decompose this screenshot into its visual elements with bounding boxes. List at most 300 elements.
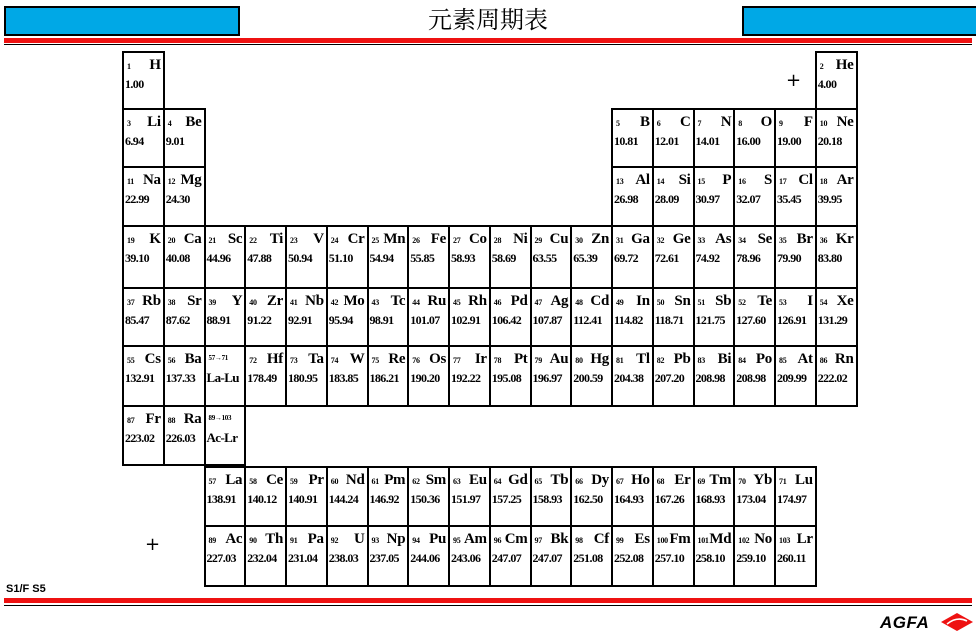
element-cell xyxy=(367,525,410,587)
atomic-mass: 112.41 xyxy=(573,313,602,327)
element-symbol: Ba xyxy=(184,351,202,367)
atomic-mass: 227.03 xyxy=(206,551,236,565)
element-symbol: Zr xyxy=(266,293,283,309)
atomic-mass: 9.01 xyxy=(165,134,185,148)
element-cell xyxy=(448,525,491,587)
element-cell xyxy=(774,525,817,587)
element-cell xyxy=(733,108,776,168)
element-symbol: V xyxy=(313,231,324,247)
element-symbol: Lr xyxy=(796,531,813,547)
atomic-number: 61 xyxy=(371,477,379,486)
atomic-mass: 186.21 xyxy=(369,371,399,385)
atomic-number: 33 xyxy=(697,236,705,245)
element-symbol: Fe xyxy=(430,231,446,247)
atomic-number: 60 xyxy=(330,477,339,486)
atomic-mass: 252.08 xyxy=(614,551,644,565)
element-cell xyxy=(815,225,858,289)
slide-code: S1/F S5 xyxy=(6,583,46,595)
atomic-mass: 107.87 xyxy=(532,313,562,327)
element-cell xyxy=(407,345,450,407)
element-cell xyxy=(611,525,654,587)
atomic-number: 9 xyxy=(779,119,783,128)
atomic-mass: 91.22 xyxy=(247,313,272,327)
atomic-mass: 232.04 xyxy=(247,551,277,565)
element-symbol: Th xyxy=(265,531,283,547)
atomic-mass: 19.00 xyxy=(777,134,802,148)
element-cell xyxy=(530,225,573,289)
element-cell xyxy=(693,166,736,227)
atomic-number: 84 xyxy=(738,356,746,365)
atomic-number: 53 xyxy=(779,298,787,307)
element-symbol: In xyxy=(636,293,650,309)
element-symbol: Tc xyxy=(390,293,406,309)
element-symbol: Bi xyxy=(717,351,732,367)
element-symbol: Rn xyxy=(834,351,854,367)
element-symbol: Br xyxy=(796,231,813,247)
atomic-mass: 178.49 xyxy=(247,371,277,385)
element-cell xyxy=(407,466,450,527)
atomic-mass: 137.33 xyxy=(165,371,196,385)
atomic-number: 29 xyxy=(534,236,542,245)
element-cell xyxy=(611,466,654,527)
atomic-mass: 32.07 xyxy=(736,192,761,206)
element-cell xyxy=(204,287,247,347)
element-symbol: Tb xyxy=(550,472,569,488)
element-cell xyxy=(570,345,613,407)
element-symbol: Cl xyxy=(798,172,813,188)
element-symbol: Np xyxy=(386,531,406,547)
element-symbol: Rb xyxy=(142,293,161,309)
atomic-mass: 51.10 xyxy=(328,251,353,265)
plus-mark-bottom: + xyxy=(145,534,161,555)
element-cell xyxy=(122,225,165,289)
atomic-number: 66 xyxy=(575,477,583,486)
element-symbol: Pm xyxy=(384,472,406,488)
element-symbol: Co xyxy=(469,231,487,247)
element-symbol: Pu xyxy=(429,531,446,547)
atomic-mass: 79.90 xyxy=(777,251,802,265)
atomic-mass: 146.92 xyxy=(369,492,399,506)
element-cell xyxy=(774,166,817,227)
atomic-mass: 92.91 xyxy=(288,313,313,327)
element-symbol: Gd xyxy=(508,472,528,488)
element-cell xyxy=(733,345,776,407)
atomic-mass: 260.11 xyxy=(777,551,806,565)
element-cell xyxy=(774,466,817,527)
atomic-number: 8 xyxy=(738,119,742,128)
element-cell xyxy=(326,287,369,347)
element-symbol: Pd xyxy=(510,293,528,309)
element-symbol: C xyxy=(679,114,691,130)
atomic-mass: 162.50 xyxy=(573,492,603,506)
atomic-number: 45 xyxy=(453,298,461,307)
element-symbol: H xyxy=(149,57,161,73)
atomic-number: 25 xyxy=(371,236,379,245)
element-cell xyxy=(285,225,328,289)
atomic-number: 15 xyxy=(697,177,705,186)
atomic-number: 16 xyxy=(738,177,746,186)
atomic-mass: 101.07 xyxy=(410,313,440,327)
element-cell xyxy=(530,287,573,347)
element-symbol: N xyxy=(720,114,732,130)
element-cell xyxy=(326,525,369,587)
element-symbol: He xyxy=(835,57,854,73)
atomic-mass: 259.10 xyxy=(736,551,766,565)
element-symbol: O xyxy=(760,114,772,130)
atomic-mass: 140.91 xyxy=(288,492,318,506)
element-cell xyxy=(815,51,858,110)
atomic-mass: 24.30 xyxy=(165,192,190,206)
atomic-mass: 251.08 xyxy=(573,551,603,565)
atomic-mass: 114.82 xyxy=(614,313,643,327)
element-cell xyxy=(448,287,491,347)
element-symbol: Pt xyxy=(513,351,528,367)
element-symbol: Ho xyxy=(631,472,650,488)
series-range: 57→71 xyxy=(208,354,229,362)
atomic-mass: 247.07 xyxy=(491,551,522,565)
element-symbol: Pb xyxy=(673,351,691,367)
series-placeholder-cell xyxy=(204,405,247,466)
atomic-number: 90 xyxy=(249,536,257,545)
atomic-number: 79 xyxy=(534,356,542,365)
atomic-mass: 258.10 xyxy=(695,551,725,565)
atomic-number: 20 xyxy=(167,236,176,245)
element-cell xyxy=(204,225,247,289)
atomic-mass: 39.10 xyxy=(125,251,150,265)
atomic-number: 38 xyxy=(167,298,176,307)
atomic-mass: 4.00 xyxy=(817,77,837,91)
element-symbol: Hf xyxy=(266,351,283,367)
element-cell xyxy=(611,225,654,289)
atomic-number: 68 xyxy=(656,477,665,486)
atomic-number: 42 xyxy=(330,298,339,307)
element-cell xyxy=(570,287,613,347)
element-symbol: Tm xyxy=(709,472,732,488)
atomic-number: 5 xyxy=(616,119,620,128)
atomic-number: 31 xyxy=(616,236,624,245)
atomic-mass: 150.36 xyxy=(410,492,440,506)
element-symbol: Ni xyxy=(513,231,528,247)
atomic-number: 47 xyxy=(534,298,542,307)
atomic-mass: 55.85 xyxy=(410,251,435,265)
element-cell xyxy=(652,466,695,527)
atomic-number: 4 xyxy=(167,119,172,128)
element-symbol: Nb xyxy=(305,293,324,309)
atomic-mass: 204.38 xyxy=(614,371,644,385)
atomic-number: 41 xyxy=(290,298,298,307)
element-symbol: Am xyxy=(464,531,487,547)
element-cell xyxy=(244,287,287,347)
element-cell xyxy=(489,345,532,407)
element-cell xyxy=(367,345,410,407)
element-cell xyxy=(774,108,817,168)
element-cell xyxy=(448,345,491,407)
atomic-mass: 226.03 xyxy=(165,431,196,445)
atomic-number: 82 xyxy=(656,356,665,365)
atomic-number: 24 xyxy=(330,236,339,245)
atomic-mass: 35.45 xyxy=(777,192,802,206)
atomic-number: 78 xyxy=(493,356,502,365)
plus-mark-top: + xyxy=(786,70,802,91)
atomic-mass: 192.22 xyxy=(451,371,481,385)
element-cell xyxy=(774,225,817,289)
element-cell xyxy=(367,466,410,527)
element-cell xyxy=(774,287,817,347)
atomic-number: 11 xyxy=(127,177,134,186)
atomic-number: 7 xyxy=(697,119,702,128)
element-symbol: Hg xyxy=(590,351,609,367)
atomic-mass: 127.60 xyxy=(736,313,766,327)
element-cell xyxy=(285,466,328,527)
element-symbol: Be xyxy=(185,114,202,130)
atomic-mass: 87.62 xyxy=(165,313,190,327)
element-symbol: Ne xyxy=(836,114,854,130)
element-cell xyxy=(489,525,532,587)
atomic-number: 17 xyxy=(779,177,787,186)
element-symbol: Al xyxy=(635,172,650,188)
atomic-mass: 78.96 xyxy=(736,251,761,265)
atomic-number: 80 xyxy=(575,356,583,365)
element-cell xyxy=(693,466,736,527)
footer-red-rule xyxy=(4,598,972,603)
element-symbol: Si xyxy=(678,172,691,188)
atomic-number: 103 xyxy=(779,536,791,545)
atomic-mass: 257.10 xyxy=(654,551,685,565)
element-symbol: Nd xyxy=(345,472,365,488)
element-symbol: Li xyxy=(147,114,161,130)
atomic-mass: 39.95 xyxy=(817,192,842,206)
atomic-mass: 151.97 xyxy=(451,492,481,506)
element-cell xyxy=(367,287,410,347)
atomic-number: 73 xyxy=(290,356,298,365)
atomic-number: 67 xyxy=(616,477,624,486)
element-cell xyxy=(163,166,206,227)
element-symbol: Sr xyxy=(187,293,202,309)
atomic-number: 48 xyxy=(575,298,583,307)
atomic-number: 74 xyxy=(330,356,339,365)
atomic-mass: 173.04 xyxy=(736,492,766,506)
atomic-number: 10 xyxy=(819,119,828,128)
atomic-number: 54 xyxy=(819,298,828,307)
element-symbol: Se xyxy=(757,231,772,247)
atomic-number: 43 xyxy=(371,298,379,307)
atomic-number: 39 xyxy=(208,298,216,307)
atomic-number: 57 xyxy=(208,477,216,486)
atomic-number: 58 xyxy=(249,477,257,486)
element-symbol: Au xyxy=(549,351,569,367)
series-range: 89→103 xyxy=(208,414,232,422)
element-symbol: Re xyxy=(388,351,406,367)
element-symbol: Eu xyxy=(469,472,487,488)
page-title: 元素周期表 xyxy=(428,6,548,34)
element-symbol: Fr xyxy=(145,411,161,427)
atomic-mass: 140.12 xyxy=(247,492,277,506)
element-symbol: No xyxy=(754,531,772,547)
element-symbol: Zn xyxy=(591,231,609,247)
atomic-mass: 138.91 xyxy=(206,492,236,506)
element-symbol: W xyxy=(349,351,365,367)
element-symbol: Cs xyxy=(144,351,161,367)
atomic-mass: 223.02 xyxy=(125,431,155,445)
atomic-number: 86 xyxy=(819,356,828,365)
element-cell xyxy=(407,525,450,587)
element-cell xyxy=(163,108,206,168)
atomic-mass: 47.88 xyxy=(247,251,272,265)
element-cell xyxy=(244,225,287,289)
element-symbol: Rh xyxy=(468,293,487,309)
element-symbol: Mn xyxy=(383,231,406,247)
atomic-number: 22 xyxy=(249,236,257,245)
footer-black-rule xyxy=(4,605,972,606)
atomic-mass: 158.93 xyxy=(532,492,562,506)
element-symbol: Dy xyxy=(591,472,609,488)
atomic-number: 97 xyxy=(534,536,542,545)
element-cell xyxy=(326,225,369,289)
atomic-mass: 167.26 xyxy=(654,492,685,506)
atomic-number: 28 xyxy=(493,236,502,245)
element-symbol: Mg xyxy=(180,172,202,188)
element-symbol: Ce xyxy=(266,472,283,488)
atomic-mass: 180.95 xyxy=(288,371,318,385)
atomic-mass: 6.94 xyxy=(125,134,144,148)
atomic-number: 83 xyxy=(697,356,705,365)
atomic-mass: 54.94 xyxy=(369,251,394,265)
atomic-mass: 69.72 xyxy=(614,251,639,265)
element-cell xyxy=(326,466,369,527)
element-symbol: Cf xyxy=(593,531,609,547)
atomic-number: 102 xyxy=(738,536,750,545)
atomic-mass: 26.98 xyxy=(614,192,639,206)
atomic-number: 101 xyxy=(697,536,709,545)
atomic-number: 70 xyxy=(738,477,746,486)
atomic-number: 92 xyxy=(330,536,339,545)
atomic-mass: 231.04 xyxy=(288,551,318,565)
element-symbol: Fm xyxy=(669,531,691,547)
atomic-mass: 238.03 xyxy=(328,551,359,565)
atomic-mass: 12.01 xyxy=(654,134,679,148)
atomic-mass: 243.06 xyxy=(451,551,481,565)
element-cell xyxy=(693,225,736,289)
atomic-mass: 207.20 xyxy=(654,371,685,385)
atomic-number: 46 xyxy=(493,298,502,307)
element-cell xyxy=(693,287,736,347)
element-cell xyxy=(733,525,776,587)
atomic-mass: 237.05 xyxy=(369,551,399,565)
element-cell xyxy=(530,525,573,587)
element-symbol: Cd xyxy=(590,293,609,309)
atomic-number: 65 xyxy=(534,477,542,486)
atomic-number: 76 xyxy=(412,356,420,365)
atomic-number: 50 xyxy=(656,298,665,307)
element-symbol: Cm xyxy=(504,531,528,547)
element-cell xyxy=(122,345,165,407)
atomic-mass: 40.08 xyxy=(165,251,190,265)
element-cell xyxy=(204,466,247,527)
element-cell xyxy=(733,166,776,227)
element-symbol: Es xyxy=(634,531,650,547)
atomic-number: 36 xyxy=(819,236,828,245)
element-cell xyxy=(815,108,858,168)
element-cell xyxy=(774,345,817,407)
element-symbol: Sc xyxy=(227,231,243,247)
atomic-number: 63 xyxy=(453,477,461,486)
element-symbol: As xyxy=(715,231,732,247)
atomic-mass: 63.55 xyxy=(532,251,557,265)
atomic-number: 55 xyxy=(127,356,135,365)
element-cell xyxy=(285,525,328,587)
element-cell xyxy=(733,466,776,527)
series-placeholder-cell xyxy=(204,345,247,407)
agfa-rhombus-icon xyxy=(940,612,974,632)
atomic-mass: 98.91 xyxy=(369,313,394,327)
atomic-mass: 83.80 xyxy=(817,251,842,265)
element-cell xyxy=(244,345,287,407)
atomic-number: 89 xyxy=(208,536,216,545)
atomic-mass: 144.24 xyxy=(328,492,359,506)
atomic-mass: 208.98 xyxy=(695,371,725,385)
element-cell xyxy=(530,345,573,407)
atomic-mass: 50.94 xyxy=(288,251,313,265)
element-symbol: Pr xyxy=(308,472,324,488)
element-cell xyxy=(326,345,369,407)
element-cell xyxy=(693,525,736,587)
element-cell xyxy=(407,287,450,347)
element-cell xyxy=(693,345,736,407)
element-symbol: I xyxy=(807,293,813,309)
atomic-number: 3 xyxy=(127,119,131,128)
element-cell xyxy=(367,225,410,289)
element-symbol: Ac xyxy=(225,531,243,547)
atomic-number: 26 xyxy=(412,236,420,245)
atomic-mass: 118.71 xyxy=(654,313,684,327)
element-cell xyxy=(652,345,695,407)
atomic-number: 69 xyxy=(697,477,705,486)
atomic-mass: 106.42 xyxy=(491,313,522,327)
atomic-number: 44 xyxy=(412,298,420,307)
atomic-mass: 174.97 xyxy=(777,492,807,506)
atomic-number: 18 xyxy=(819,177,828,186)
element-symbol: F xyxy=(803,114,813,130)
atomic-mass: 85.47 xyxy=(125,313,150,327)
atomic-number: 81 xyxy=(616,356,624,365)
element-cell xyxy=(611,287,654,347)
element-symbol: Sm xyxy=(425,472,446,488)
element-cell xyxy=(489,466,532,527)
element-symbol: At xyxy=(797,351,813,367)
brand-name: AGFA xyxy=(880,613,930,632)
element-cell xyxy=(652,225,695,289)
atomic-mass: 209.99 xyxy=(777,371,807,385)
atomic-number: 34 xyxy=(738,236,746,245)
atomic-number: 40 xyxy=(249,298,257,307)
element-cell xyxy=(489,225,532,289)
atomic-number: 23 xyxy=(290,236,298,245)
atomic-mass: 126.91 xyxy=(777,313,807,327)
element-cell xyxy=(407,225,450,289)
atomic-number: 35 xyxy=(779,236,787,245)
element-cell xyxy=(815,345,858,407)
atomic-mass: 121.75 xyxy=(695,313,725,327)
atomic-mass: 247.07 xyxy=(532,551,562,565)
element-cell xyxy=(570,225,613,289)
element-cell xyxy=(285,345,328,407)
element-symbol: Cr xyxy=(347,231,365,247)
element-symbol: Sn xyxy=(674,293,691,309)
atomic-number: 71 xyxy=(779,477,787,486)
atomic-mass: 74.92 xyxy=(695,251,720,265)
atomic-mass: 88.91 xyxy=(206,313,231,327)
element-symbol: Os xyxy=(429,351,446,367)
